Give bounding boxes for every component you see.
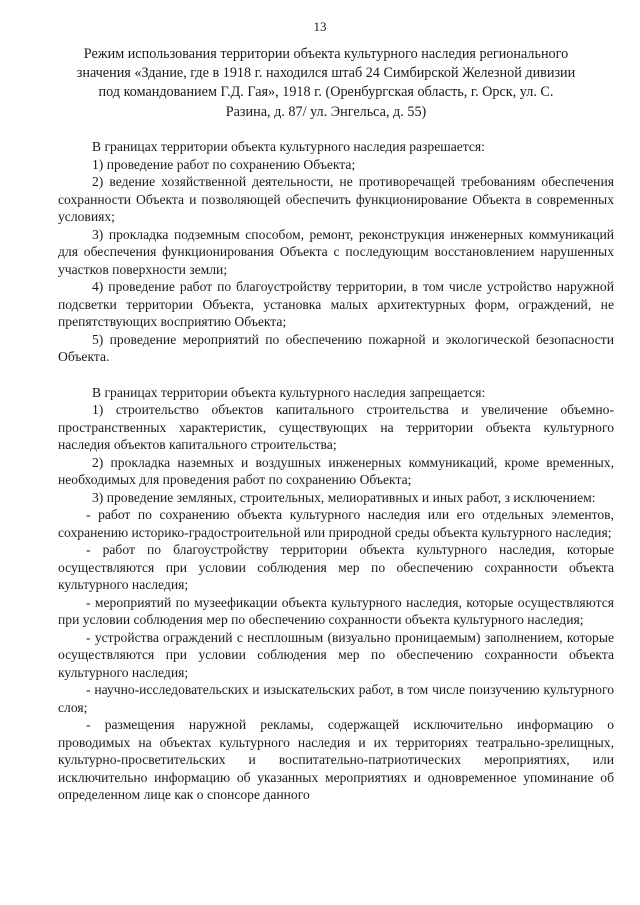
allowed-item: 5) проведение мероприятий по обеспечению пожарной и экологической безопасности Объекта. (58, 331, 614, 364)
title-line: под командованием Г.Д. Гая», 1918 г. (Оренбургская область, г. Орск, ул. С. (98, 84, 554, 101)
exception-item: - работ по сохранению объекта культурного наследия или его отдельных элементов, сохранению историко-градостроительной или природной среды объекта культурного наследия; (58, 507, 614, 540)
section-gap (58, 366, 614, 384)
title-line: значения «Здание, где в 1918 г. находился штаб 24 Симбирской Железной дивизии (76, 65, 576, 82)
exception-item: - мероприятий по музеефикации объекта культурного наследия, которые осуществляются при условии соблюдения мер по обеспечению сохранности объекта культурного наследия; (58, 594, 614, 627)
allowed-intro: В границах территории объекта культурного наследия разрешается: (92, 139, 485, 154)
prohibited-item: 2) прокладка наземных и воздушных инженерных коммуникаций, кроме временных, необходимых для проведения работ по сохранению Объекта; (58, 454, 614, 487)
prohibited-item: 1) строительство объектов капитального строительства и увеличение объемно-пространственных характеристик, существующих на территории объекта культурного наследия объектов капитального строительства; (58, 402, 614, 452)
allowed-item: 3) прокладка подземным способом, ремонт, реконструкция инженерных коммуникаций для обеспечения функционирования Объекта с последующим восстановлением нарушенных участков поверхности земли; (58, 226, 614, 277)
prohibited-intro: В границах территории объекта культурного наследия запрещается: (92, 384, 486, 400)
exception-item: - научно-исследовательских и изыскательских работ, в том числе поизучению культурного слоя; (58, 682, 614, 715)
prohibited-section (58, 384, 614, 804)
page-number: 13 (313, 19, 327, 34)
allowed-item: 2) ведение хозяйственной деятельности, не противоречащей требованиям обеспечения сохранности Объекта и позволяющей обеспечить функционирование Объекта в современных условиях; (58, 174, 614, 224)
allowed-item: 1) проведение работ по сохранению Объекта; (92, 156, 356, 172)
allowed-item: 4) проведение работ по благоустройству территории, в том числе устройство наружной подсветки территории Объекта, установка малых архитектурных форм, ограждений, не препятствующих восприятию Объекта; (58, 279, 614, 329)
allowed-section (58, 138, 614, 366)
title-line: Разина, д. 87/ ул. Энгельса, д. 55) (225, 103, 427, 120)
exception-item: - работ по благоустройству территории объекта культурного наследия, которые осуществляются при условии соблюдения мер по обеспечению сохранности объекта культурного наследия; (58, 542, 614, 592)
document-title (60, 45, 592, 122)
exception-item: - устройства ограждений с несплошным (визуально проницаемым) заполнением, которые осуществляются при условии соблюдения мер по обеспечению сохранности объекта культурного наследия; (58, 629, 614, 680)
exception-item: - размещения наружной рекламы, содержащей исключительно информацию о проводимых на объектах культурного наследия и их территориях театрально-зрелищных, культурно-просветительских и воспитательно-патриотических мероприятиях, или исключительно информацию об указанных мероприятиях и одновременное упоминание об определенном лице как о спонсоре данного (58, 717, 614, 802)
document-body (58, 138, 614, 804)
prohibited-item: 3) проведение земляных, строительных, мелиоративных и иных работ, з исключением: (92, 489, 596, 505)
title-line: Режим использования территории объекта культурного наследия регионального (83, 46, 569, 62)
